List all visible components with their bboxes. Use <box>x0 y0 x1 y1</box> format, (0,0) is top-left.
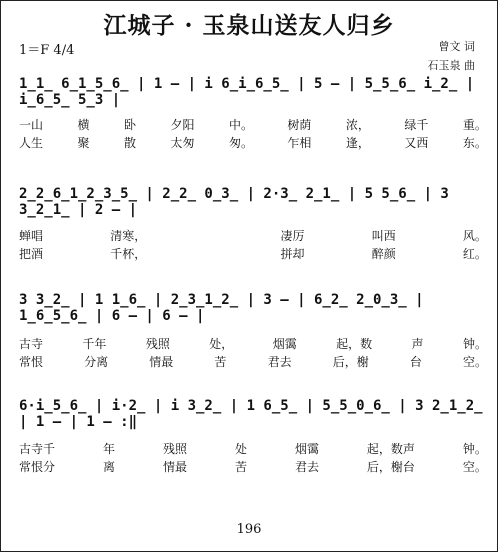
lyric-word: 叫西 <box>371 229 396 243</box>
lyric-word: 情最 <box>149 355 174 369</box>
song-title: 江城子 · 玉泉山送友人归乡 <box>103 12 395 39</box>
lyric-word: 分离 <box>84 355 109 369</box>
lyric-word: 横 <box>77 118 90 132</box>
lyric-word: 拼却 <box>280 247 305 261</box>
composer-credit: 石玉泉 曲 <box>427 59 475 72</box>
lyric-word: 常恨 <box>19 355 44 369</box>
lyric-word: 古寺 <box>19 337 44 351</box>
lyric-word: 后，榭 <box>332 355 369 369</box>
lyric-word: 中。 <box>228 118 253 132</box>
lyrics-line-3b <box>19 353 487 370</box>
lyric-word: 夕阳 <box>170 118 195 132</box>
lyric-word: 起，数 <box>336 337 373 351</box>
lyric-word: 苦 <box>214 355 227 369</box>
lyric-word: 处， <box>209 337 234 351</box>
lyrics-line-2a <box>19 227 487 244</box>
lyric-word: 烟霭 <box>272 337 297 351</box>
lyric-word: 乍相 <box>287 136 312 150</box>
lyric-word: 空。 <box>462 460 487 474</box>
lyric-word: 空。 <box>462 355 487 369</box>
lyric-word: 离 <box>102 460 115 474</box>
lyric-word: 钟。 <box>462 442 487 456</box>
notation-line-1: 1̲1̲ 6̲1̲5̲6̲ | 1 – | i 6̲i̲6̲5̲ | 5 – | 5̲5̲6̲ i̲2̲ | i̲6̲5̲ 5̲3 | <box>19 76 475 108</box>
lyric-word: 太匆 <box>170 136 195 150</box>
lyric-word: 逢， <box>345 136 370 150</box>
page-number: 196 <box>236 522 262 537</box>
lyric-word: 千年 <box>82 337 107 351</box>
lyric-word: 聚 <box>77 136 90 150</box>
key-signature: 1＝F 4/4 <box>19 43 75 58</box>
lyric-word: 把酒 <box>19 247 44 261</box>
lyric-word: 君去 <box>267 355 292 369</box>
lyric-word: 红。 <box>462 247 487 261</box>
lyric-word: 烟霭 <box>294 442 319 456</box>
lyric-word: 东。 <box>462 136 487 150</box>
lyric-word: 蝉唱 <box>19 229 44 243</box>
lyric-word: 浓， <box>345 118 370 132</box>
lyrics-line-1a <box>19 116 487 133</box>
lyric-word: 情最 <box>162 460 187 474</box>
lyric-word: 残照 <box>145 337 170 351</box>
lyric-word: 人生 <box>19 136 44 150</box>
lyric-word: 凄厉 <box>280 229 305 243</box>
lyric-word: 君去 <box>294 460 319 474</box>
lyric-word: 苦 <box>234 460 247 474</box>
lyric-word: 树荫 <box>287 118 312 132</box>
lyric-word: 卧 <box>123 118 136 132</box>
lyric-word: 匆。 <box>228 136 253 150</box>
lyric-word: 又西 <box>404 136 429 150</box>
lyrics-line-4a <box>19 440 487 457</box>
lyric-word: 后，榭台 <box>366 460 415 474</box>
notation-line-4: 6·i̲5̲6̲ | i·2̲ | i 3̲2̲ | 1 6̲5̲ | 5̲5̲0̲6̲ | 3 2̲1̲2̲ | 1 – | 1 – :‖ <box>19 398 483 430</box>
lyric-word: 醉颜 <box>371 247 396 261</box>
lyrics-line-2b <box>19 245 487 262</box>
lyric-word: 常恨分 <box>19 460 56 474</box>
lyric-word: 重。 <box>462 118 487 132</box>
lyric-word: 千杯， <box>110 247 147 261</box>
lyric-word: 绿千 <box>404 118 429 132</box>
lyric-word: 钟。 <box>462 337 487 351</box>
lyric-word: 一山 <box>19 118 44 132</box>
lyric-word: 风。 <box>462 229 487 243</box>
lyric-word: 处 <box>234 442 247 456</box>
lyric-word: 台 <box>409 355 422 369</box>
lyric-word: 清寒， <box>110 229 147 243</box>
lyric-word: 残照 <box>162 442 187 456</box>
credits <box>428 37 476 75</box>
lyricist-credit: 曾文 词 <box>438 40 475 53</box>
lyric-word: 起，数声 <box>366 442 415 456</box>
lyrics-line-4b <box>19 458 487 475</box>
notation-line-2: 2̲2̲6̲1̲2̲3̲5̲ | 2̲2̲ 0̲3̲ | 2·3̲ 2̲1̲ | 5 5̲6̲ | 3 3̲2̲1̲ | 2 – | <box>19 186 449 218</box>
lyric-word: 年 <box>102 442 115 456</box>
lyrics-line-3a <box>19 335 487 352</box>
notation-line-3: 3 3̲2̲ | 1 1̲6̲ | 2̲3̲1̲2̲ | 3 – | 6̲2̲ 2̲0̲3̲ | 1̲6̲5̲6̲ | 6 – | 6 – | <box>19 292 424 324</box>
lyrics-line-1b <box>19 134 487 151</box>
lyric-word: 声 <box>411 337 424 351</box>
lyric-word: 散 <box>123 136 136 150</box>
lyric-word: 古寺千 <box>19 442 56 456</box>
